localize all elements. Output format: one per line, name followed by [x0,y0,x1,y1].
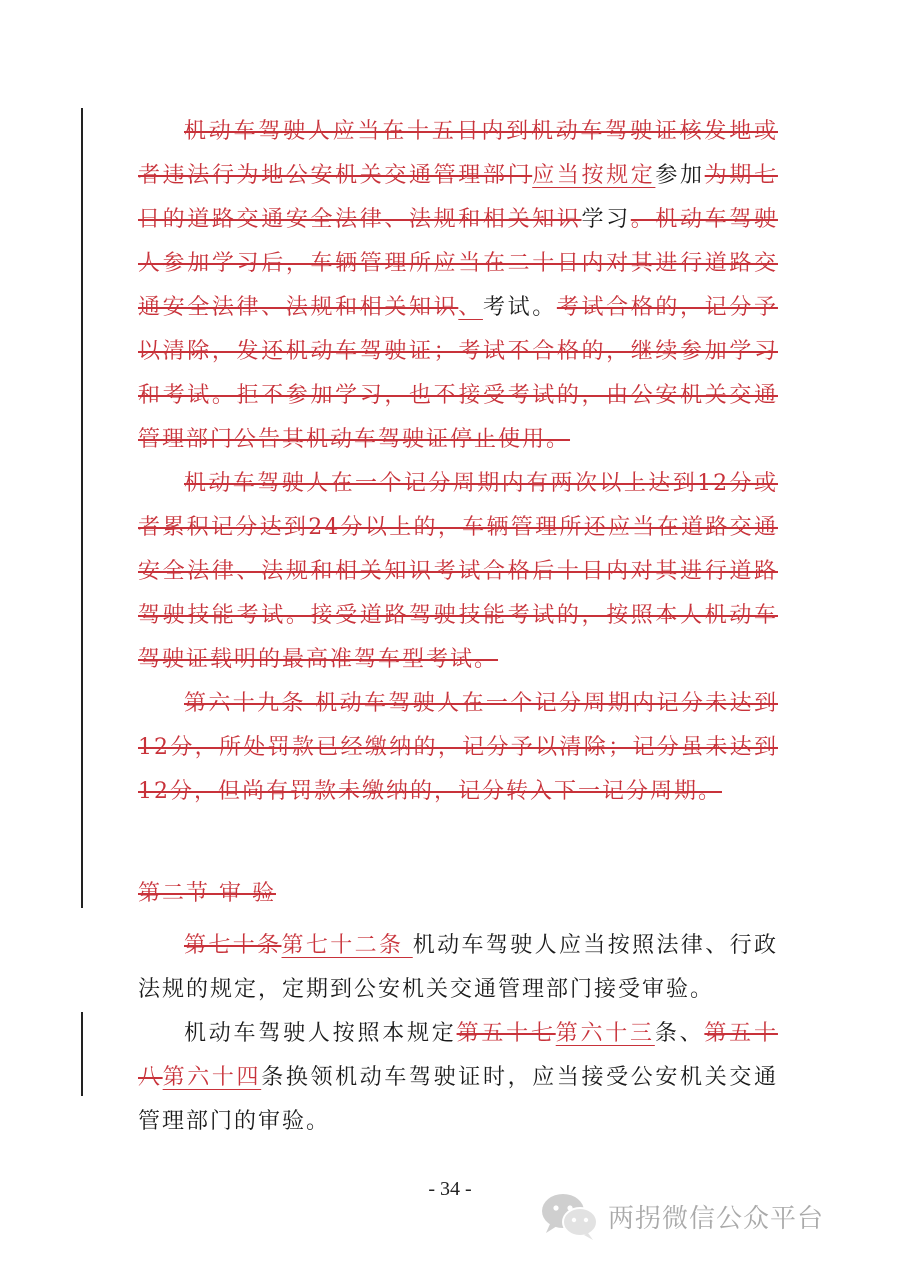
deleted-text: 。机动车驾驶人参加学习后，车辆管理所应当在二十日内对其进行道路交通安全法律、法规和相关知识 [138,207,778,320]
deleted-text: 考试合格的，记分予以清除，发还机动车驾驶证；考试不合格的，继续参加学习和考试。拒不参加学习，也不接受考试的，由公安机关交通管理部门公告其机动车驾驶证停止使用。 [138,295,778,452]
inserted-text: 第七十二条 [281,933,413,958]
deleted-text: 机动车驾驶人在一个记分周期内有两次以上达到12分或者累积记分达到24分以上的，车辆管理所还应当在道路交通安全法律、法规和相关知识考试合格后十日内对其进行道路驾驶技能考试。接受道路驾驶技能考试的，按照本人机动车驾驶证载明的最高准驾车型考试。 [138,471,778,672]
watermark-text: 两拐微信公众平台 [608,1203,825,1234]
plain-text: 机动车驾驶人按照本规定 [184,1021,457,1046]
document-body [138,110,778,1144]
plain-text: 考试。 [482,295,557,320]
deleted-text: 第二节 审 验 [138,881,276,906]
paragraph-2 [138,462,778,682]
revision-bar-bottom [81,1012,83,1096]
plain-text: 学习 [581,207,631,232]
deleted-text: 为期七日的道路交通安全法律、法规和相关知识 [138,163,778,232]
wechat-icon [540,1190,600,1242]
paragraph-1 [138,110,778,462]
inserted-text: 应当按规定 [532,163,656,188]
paragraph-3 [138,682,778,814]
plain-text: 条、 [654,1021,705,1046]
watermark [540,1186,824,1246]
inserted-text: 、 [458,295,483,320]
deleted-text: 第七十条 [184,933,282,958]
paragraph-4 [138,924,778,1012]
revision-bar-top [81,108,83,908]
deleted-text: 第五十八 [138,1021,778,1090]
paragraph-5 [138,1012,778,1144]
page-number: - 34 - [428,1178,472,1200]
inserted-text: 第六十四 [162,1065,262,1090]
plain-text: 参加 [655,163,705,188]
plain-text: 条换领机动车驾驶证时，应当接受公安机关交通管理部门的审验。 [138,1065,778,1134]
section-title [138,872,778,916]
deleted-text: 第六十九条 机动车驾驶人在一个记分周期内记分未达到12分，所处罚款已经缴纳的，记分予以清除；记分虽未达到12分，但尚有罚款未缴纳的，记分转入下一记分周期。 [138,691,778,804]
plain-text: 机动车驾驶人应当按照法律、行政法规的规定，定期到公安机关交通管理部门接受审验。 [138,933,778,1002]
deleted-text: 第五十七 [456,1021,556,1046]
inserted-text: 第六十三 [555,1021,655,1046]
deleted-text: 机动车驾驶人应当在十五日内到机动车驾驶证核发地或者违法行为地公安机关交通管理部门 [138,119,778,188]
